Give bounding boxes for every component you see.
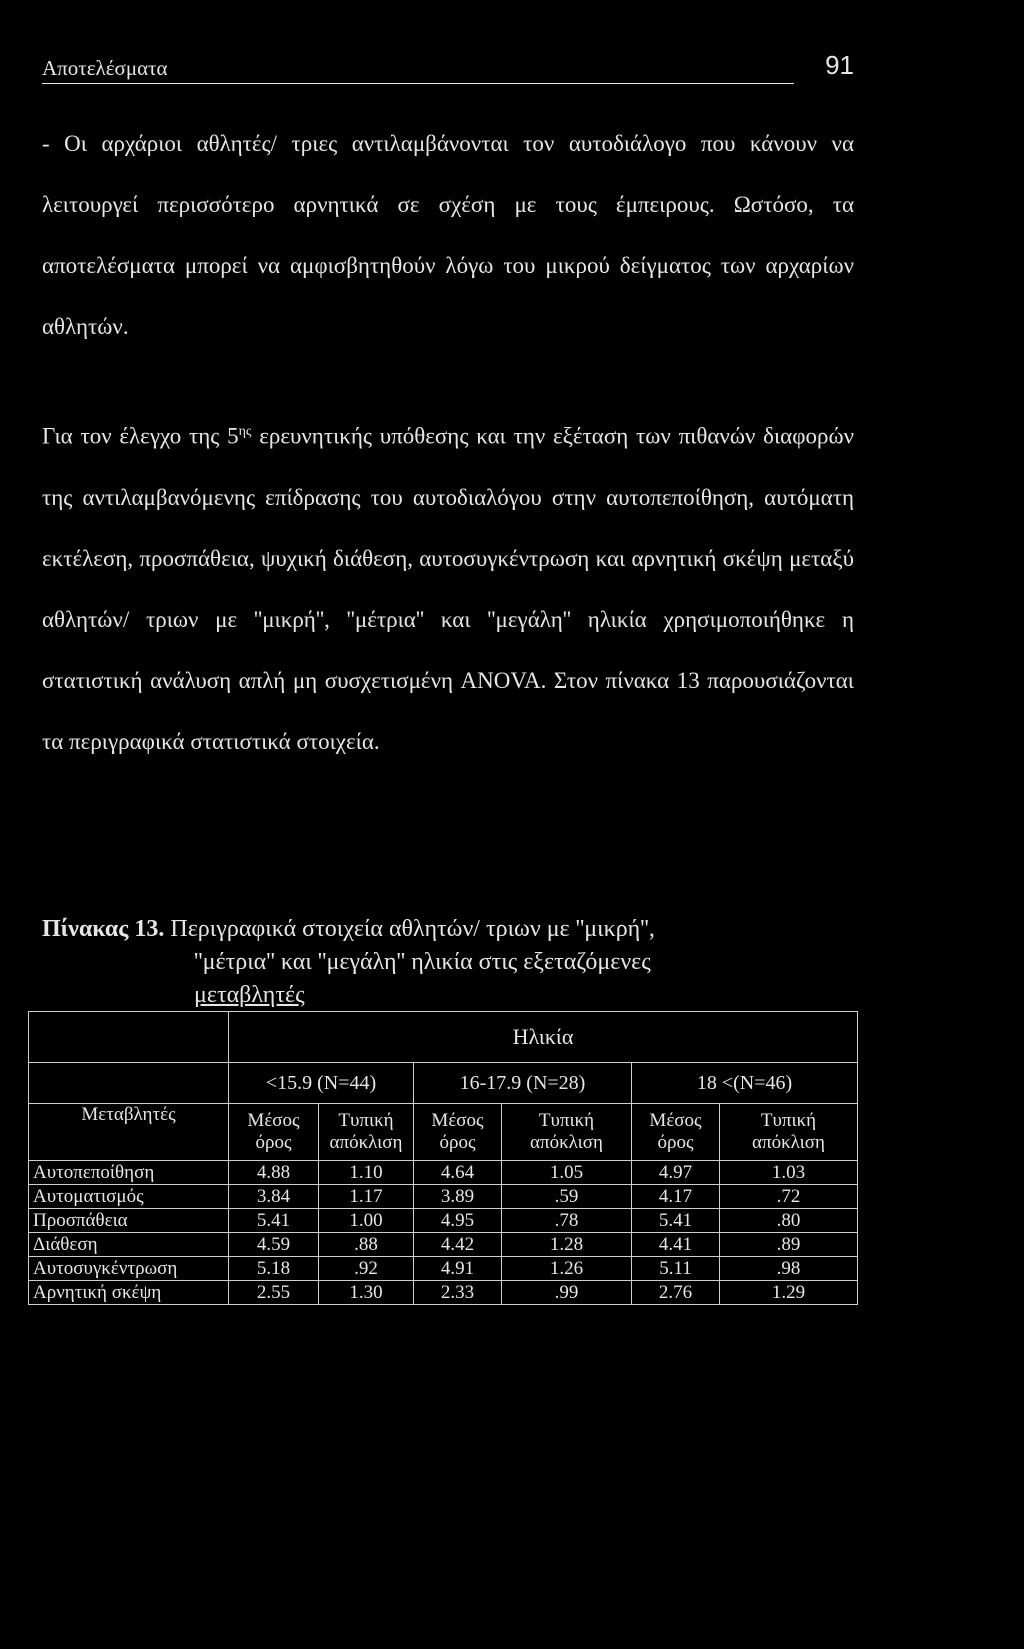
sd-header-2: Τυπική απόκλιση: [502, 1104, 632, 1161]
cell-value: .89: [720, 1233, 858, 1257]
group-header-2: 16-17.9 (N=28): [414, 1063, 632, 1104]
cell-value: 5.41: [632, 1209, 720, 1233]
page-header: [42, 50, 854, 84]
cell-value: .99: [502, 1281, 632, 1305]
group-header-1: <15.9 (N=44): [229, 1063, 414, 1104]
mean-header-3: Μέσος όρος: [632, 1104, 720, 1161]
table-row: [29, 1281, 858, 1305]
row-variable: Αυτοπεποίθηση: [29, 1161, 229, 1185]
table-header-row-groups: [29, 1063, 858, 1104]
cell-value: .78: [502, 1209, 632, 1233]
cell-value: 4.97: [632, 1161, 720, 1185]
cell-value: 1.10: [319, 1161, 414, 1185]
table-row: [29, 1233, 858, 1257]
table-caption-label: Πίνακας 13.: [42, 916, 165, 942]
table-caption: [42, 913, 854, 1012]
cell-value: 4.42: [414, 1233, 502, 1257]
table-row: [29, 1209, 858, 1233]
table-header-row-age: [29, 1012, 858, 1063]
empty-header-cell: [29, 1063, 229, 1104]
cell-value: .98: [720, 1257, 858, 1281]
cell-value: 1.05: [502, 1161, 632, 1185]
paragraph-novice-athletes: - Οι αρχάριοι αθλητές/ τριες αντιλαμβάνονται τον αυτοδιάλογο που κάνουν να λειτουργεί περισσότερο αρνητικά σε σχέση με τους έμπειρους. Ωστόσο, τα αποτελέσματα μπορεί να αμφισβητηθούν λόγω του μικρού δείγματος των αρχαρίων αθλητών.: [42, 131, 854, 339]
table-caption-text-2: ''μέτρια'' και ''μεγάλη'' ηλικία στις εξεταζόμενες: [194, 949, 651, 975]
cell-value: 3.89: [414, 1185, 502, 1209]
table-row: [29, 1185, 858, 1209]
paragraph-hypothesis-5: [42, 401, 854, 772]
cell-value: 5.11: [632, 1257, 720, 1281]
table-row: [29, 1161, 858, 1185]
cell-value: .59: [502, 1185, 632, 1209]
group-header-3: 18 <(N=46): [632, 1063, 858, 1104]
row-variable: Διάθεση: [29, 1233, 229, 1257]
cell-value: 4.91: [414, 1257, 502, 1281]
cell-value: 1.17: [319, 1185, 414, 1209]
cell-value: 2.33: [414, 1281, 502, 1305]
cell-value: 1.28: [502, 1233, 632, 1257]
cell-value: 4.17: [632, 1185, 720, 1209]
cell-value: 4.64: [414, 1161, 502, 1185]
cell-value: 1.26: [502, 1257, 632, 1281]
table-caption-text-3: μεταβλητές: [194, 982, 305, 1008]
cell-value: 1.29: [720, 1281, 858, 1305]
page-number: 91: [825, 50, 854, 80]
variables-header: Μεταβλητές: [29, 1104, 229, 1161]
table-header-row-stats: [29, 1104, 858, 1161]
mean-header-2: Μέσος όρος: [414, 1104, 502, 1161]
descriptive-stats-table: [28, 1011, 858, 1305]
cell-value: 5.18: [229, 1257, 319, 1281]
table-caption-line-1: [42, 913, 854, 946]
cell-value: 1.00: [319, 1209, 414, 1233]
cell-value: 4.88: [229, 1161, 319, 1185]
cell-value: 5.41: [229, 1209, 319, 1233]
age-header: Ηλικία: [229, 1012, 858, 1063]
cell-value: .72: [720, 1185, 858, 1209]
cell-value: 1.03: [720, 1161, 858, 1185]
cell-value: .80: [720, 1209, 858, 1233]
ordinal-superscript: ης: [238, 424, 252, 439]
row-variable: Προσπάθεια: [29, 1209, 229, 1233]
table-row: [29, 1257, 858, 1281]
table-caption-text-1: Περιγραφικά στοιχεία αθλητών/ τριων με ''μικρή'',: [170, 916, 655, 942]
cell-value: 4.95: [414, 1209, 502, 1233]
empty-header-cell: [29, 1012, 229, 1063]
row-variable: Αυτοματισμός: [29, 1185, 229, 1209]
cell-value: .92: [319, 1257, 414, 1281]
row-variable: Αρνητική σκέψη: [29, 1281, 229, 1305]
section-title: Αποτελέσματα: [42, 56, 794, 84]
cell-value: 4.59: [229, 1233, 319, 1257]
paragraph-hypothesis-5-rest: ερευνητικής υπόθεσης και την εξέταση των πιθανών διαφορών της αντιλαμβανόμενης επίδρασης του αυτοδιαλόγου στην αυτοπεποίθηση, αυτόματη εκτέλεση, προσπάθεια, ψυχική διάθεση, αυτοσυγκέντρωση και αρνητική σκέψη μεταξύ αθλητών/ τριων με ''μικρή'', ''μέτρια'' και ''μεγάλη'' ηλικία χρησιμοποιήθηκε η στατιστική ανάλυση απλή μη συσχετισμένη ANOVA. Στον πίνακα 13 παρουσιάζονται τα περιγραφικά στατιστικά στοιχεία.: [42, 423, 854, 754]
cell-value: 3.84: [229, 1185, 319, 1209]
paragraph-hypothesis-5-start: Για τον έλεγχο της 5: [42, 423, 239, 449]
cell-value: .88: [319, 1233, 414, 1257]
row-variable: Αυτοσυγκέντρωση: [29, 1257, 229, 1281]
cell-value: 4.41: [632, 1233, 720, 1257]
mean-header-1: Μέσος όρος: [229, 1104, 319, 1161]
cell-value: 2.76: [632, 1281, 720, 1305]
sd-header-1: Τυπική απόκλιση: [319, 1104, 414, 1161]
sd-header-3: Τυπική απόκλιση: [720, 1104, 858, 1161]
cell-value: 1.30: [319, 1281, 414, 1305]
cell-value: 2.55: [229, 1281, 319, 1305]
